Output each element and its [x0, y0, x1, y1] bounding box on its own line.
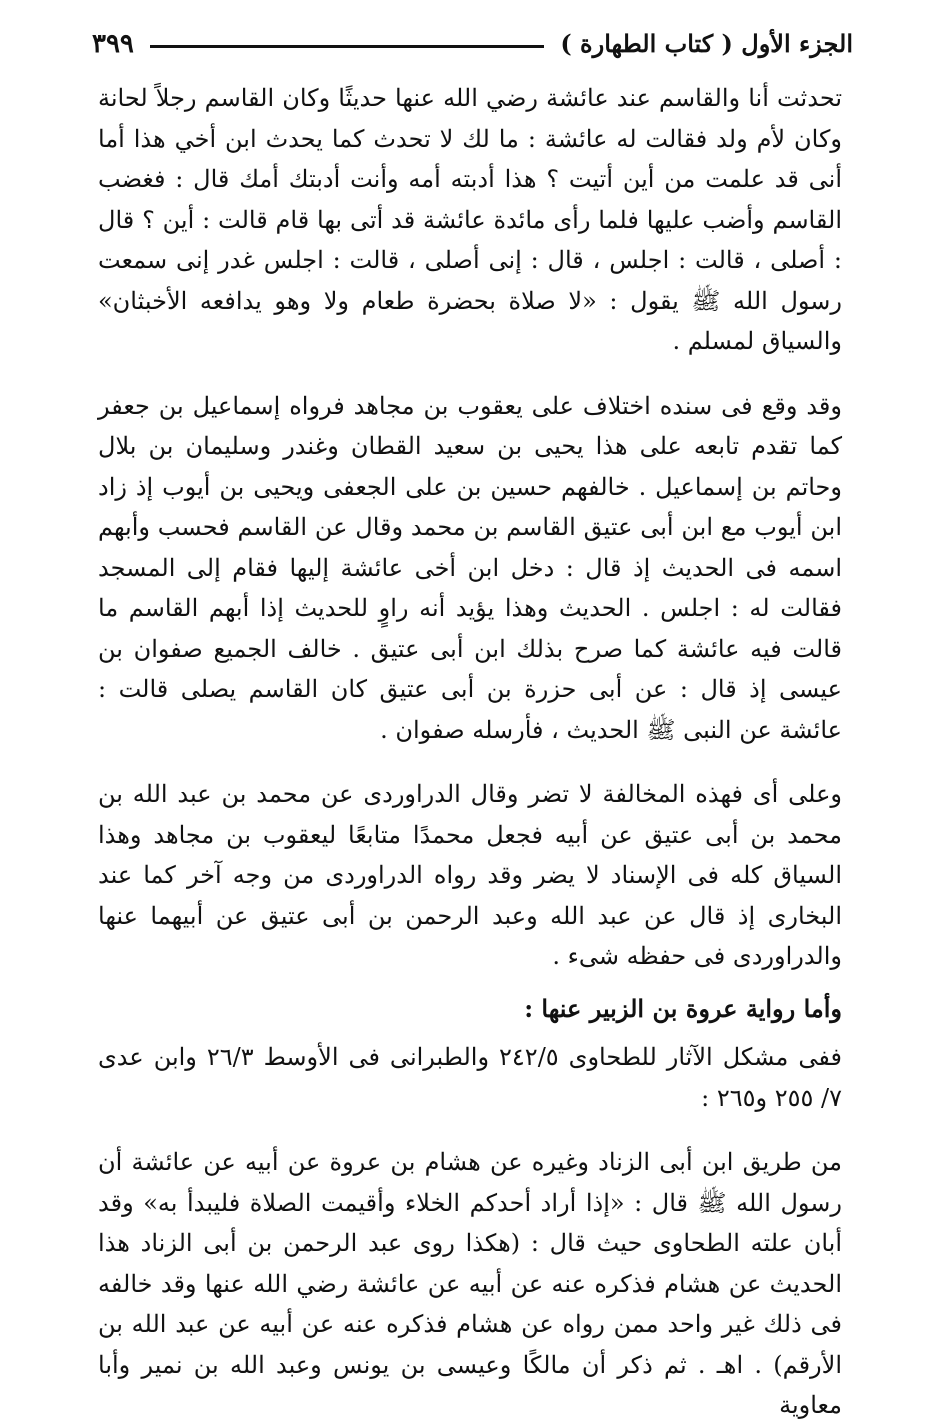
paragraph-4: ففى مشكل الآثار للطحاوى ٢٤٢/٥ والطبرانى فى الأوسط ٢٦/٣ وابن عدى ٧/ ٢٥٥ و٢٦٥ :	[98, 1043, 842, 1112]
page-header	[92, 24, 853, 64]
paragraph-5: من طريق ابن أبى الزناد وغيره عن هشام بن عروة عن أبيه عن عائشة أن رسول الله ﷺ قال : «إذا أراد أحدكم الخلاء وأقيمت الصلاة فليبدأ به» وقد أبان علته الطحاوى حيث قال : (هكذا روى عبد الرحمن بن أبى الزناد هذا الحديث عن هشام فذكره عنه عن أبيه عن عائشة رضي الله عنها وقد خالفه فى ذلك غير واحد ممن رواه عن هشام فذكره عنه عن أبيه عن عبد الله بن الأرقم) . اهـ . ثم ذكر أن مالكًا وعيسى بن يونس وعبد الله بن نمير وأبا معاوية	[98, 1148, 842, 1419]
paragraph-1: تحدثت أنا والقاسم عند عائشة رضي الله عنها حديثًا وكان القاسم رجلاً لحانة وكان لأم ولد فقالت له عائشة : ما لك لا تحدث كما يحدث ابن أخي هذا أما أنى قد علمت من أين أتيت ؟ هذا أدبته أمه وأنت أدبتك أمك قال : فغضب القاسم وأضب عليها فلما رأى مائدة عائشة قد أتى بها قام قالت : أين ؟ قال : أصلى ، قالت : اجلس ، قال : إنى أصلى ، قالت : اجلس غدر إنى سمعت رسول الله ﷺ يقول : «لا صلاة بحضرة طعام ولا وهو يدافعه الأخبثان» والسياق لمسلم .	[98, 84, 842, 355]
header-rule	[150, 45, 544, 48]
page-number: ٣٩٩	[92, 29, 134, 59]
paragraph-3: وعلى أى فهذه المخالفة لا تضر وقال الدراوردى عن محمد بن عبد الله بن محمد بن أبى عتيق عن أبيه فجعل محمدًا متابعًا ليعقوب بن مجاهد وهذا السياق كله فى الإسناد لا يضر وقد رواه الدراوردى من وجه آخر كما عند البخارى إذ قال عن عبد الله وعبد الرحمن بن أبى عتيق عن أبيهما عنها والدراوردى فى حفظه شىء .	[98, 780, 842, 970]
page-content	[98, 78, 842, 1426]
section-heading: وأما رواية عروة بن الزبير عنها :	[524, 993, 842, 1023]
header-title: الجزء الأول ( كتاب الطهارة )	[560, 29, 853, 58]
paragraph-2: وقد وقع فى سنده اختلاف على يعقوب بن مجاهد فرواه إسماعيل بن جعفر كما تقدم تابعه على هذا يحيى بن سعيد القطان وغندر وسليمان بن بلال وحاتم بن إسماعيل . خالفهم حسين بن على الجعفى ويحيى بن أيوب إذ زاد ابن أيوب مع ابن أبى عتيق القاسم بن محمد وقال عن القاسم فحسب وأبهم اسمه فى الحديث إذ قال : دخل ابن أخى عائشة إليها فقام إلى المسجد فقالت له : اجلس . الحديث وهذا يؤيد أنه راوٍ للحديث إذا أبهم القاسم ما قالت فيه عائشة كما صرح بذلك ابن أبى عتيق . خالف الجميع صفوان بن عيسى إذ قال : عن أبى حزرة بن أبى عتيق كان القاسم يصلى قالت : عائشة عن النبى ﷺ الحديث ، فأرسله صفوان .	[98, 391, 842, 744]
